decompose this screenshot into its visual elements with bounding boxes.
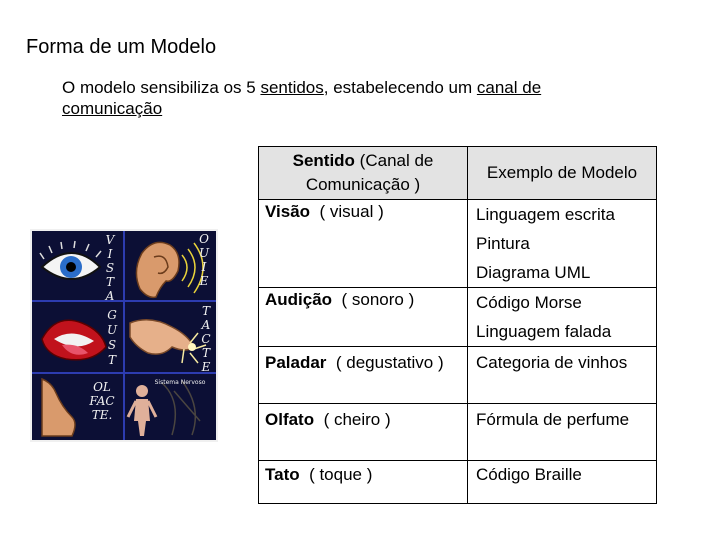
vista-letter: S (105, 261, 115, 275)
sense-cell: Paladar ( degustativo ) (259, 347, 468, 404)
ouie-letter: I (201, 260, 207, 274)
table-row (259, 347, 657, 404)
eye-icon (40, 241, 101, 279)
olfac-letter: OL (93, 380, 111, 394)
table-row (259, 288, 657, 347)
nervous-system-icon (128, 381, 200, 436)
header-model-example: Exemplo de Modelo (468, 147, 657, 200)
senses-table (258, 146, 657, 504)
vista-letter: I (107, 247, 113, 261)
olfac-letter: FAC (89, 394, 115, 408)
ouie-letter: O (199, 232, 209, 246)
slide-subtitle (62, 77, 642, 119)
subtitle-canal: canal de comunicação (62, 78, 542, 118)
gust-letter: U (106, 323, 118, 337)
sense-cell: Visão ( visual ) (259, 200, 468, 288)
subtitle-sentidos: sentidos (260, 78, 324, 97)
slide-title: Forma de um Modelo (26, 36, 217, 58)
tacte-letter: A (201, 318, 211, 332)
vista-letter: A (105, 289, 115, 303)
ouie-letter: E (199, 274, 209, 288)
ear-icon (136, 242, 203, 297)
table-row (259, 404, 657, 461)
gust-letter: S (107, 338, 117, 352)
table-header-row (259, 147, 657, 200)
examples-cell: Código Morse Linguagem falada (468, 288, 657, 347)
tacte-letter: T (201, 346, 211, 360)
examples-cell: Código Braille (468, 461, 657, 504)
header-sense-channel: Sentido (Canal de Comunicação ) (259, 147, 468, 200)
sense-cell: Olfato ( cheiro ) (259, 404, 468, 461)
gust-letter: T (107, 353, 117, 367)
subtitle-text-2: , estabelecendo um (323, 78, 477, 97)
ouie-letter: U (198, 246, 210, 260)
nose-icon (42, 379, 75, 436)
examples-cell: Categoria de vinhos (468, 347, 657, 404)
examples-cell: Fórmula de perfume (468, 404, 657, 461)
sense-cell: Audição ( sonoro ) (259, 288, 468, 347)
five-senses-image (30, 229, 218, 442)
tacte-letter: C (201, 332, 211, 346)
sense-cell: Tato ( toque ) (259, 461, 468, 504)
nervous-system-caption: Sistema Nervoso (154, 379, 206, 386)
tacte-letter: E (201, 360, 211, 374)
subtitle-text-1: O modelo sensibiliza os 5 (62, 78, 261, 97)
gust-letter: G (107, 308, 117, 322)
table-row (259, 461, 657, 504)
hand-icon (130, 320, 206, 363)
table-row (259, 200, 657, 288)
vista-letter: V (105, 233, 115, 247)
tacte-letter: T (201, 304, 211, 318)
examples-cell: Linguagem escrita Pintura Diagrama UML (468, 200, 657, 288)
mouth-icon (42, 320, 106, 360)
olfac-letter: TE. (91, 408, 113, 422)
five-senses-illustration (32, 231, 216, 440)
vista-letter: T (105, 275, 115, 289)
